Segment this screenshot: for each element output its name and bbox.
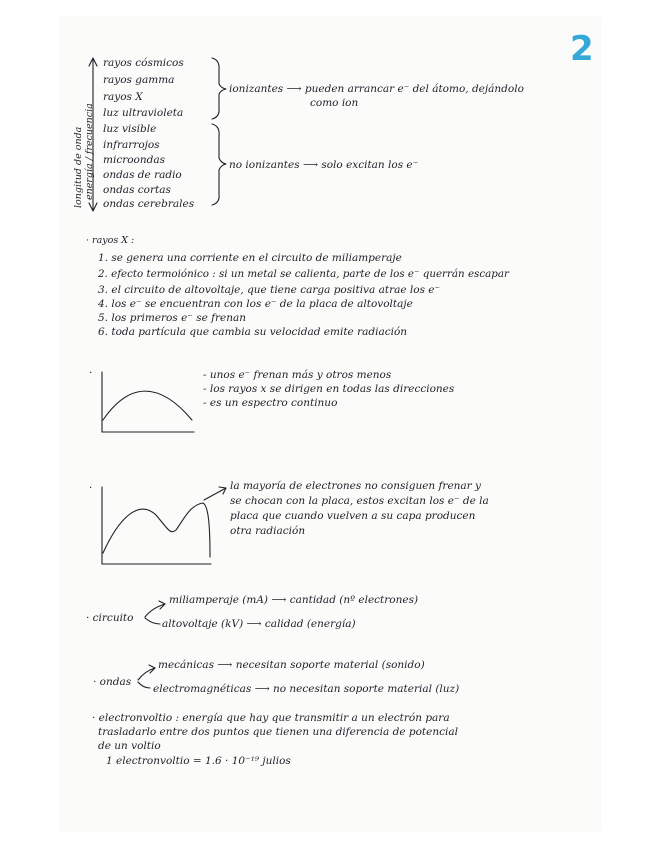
- xrays-step: 5. los primeros e⁻ se frenan: [98, 312, 247, 324]
- spectrum-axis-label-2: energía / frecuencia: [84, 103, 95, 200]
- spectrum-item: luz visible: [103, 123, 157, 135]
- spectrum-axis-label: longitud de onda: [73, 126, 84, 208]
- graph2-bullet: ·: [89, 482, 93, 494]
- ionizing-description-cont: como ion: [310, 97, 359, 109]
- xrays-step: 6. toda partícula que cambia su velocidad emite radiación: [98, 326, 408, 338]
- ionizing-term: ionizantes: [229, 83, 284, 95]
- page-number: 2: [570, 29, 594, 69]
- non-ionizing-description: solo excitan los e⁻: [321, 159, 419, 171]
- graph2-note: placa que cuando vuelven a su capa producen: [230, 510, 476, 522]
- ondas-branch-2: electromagnéticas ⟶ no necesitan soporte material (luz): [153, 683, 460, 695]
- xrays-title: · rayos X :: [86, 235, 135, 246]
- spectrum-item: ondas cortas: [103, 184, 171, 196]
- ionizing-label: ionizantes ⟶ pueden arrancar e⁻ del átomo, dejándolo: [229, 83, 524, 95]
- spectrum-item: rayos cósmicos: [103, 57, 184, 69]
- xrays-step: 1. se genera una corriente en el circuito de miliamperaje: [98, 252, 402, 264]
- graph1-bullet: ·: [89, 367, 93, 379]
- spectrum-item: ondas cerebrales: [103, 198, 195, 210]
- graph2-note: la mayoría de electrones no consiguen frenar y: [230, 480, 481, 492]
- circuito-branch-1: miliamperaje (mA) ⟶ cantidad (nº electrones): [169, 594, 419, 606]
- ondas-label: · ondas: [93, 676, 132, 688]
- graph1-note: - unos e⁻ frenan más y otros menos: [203, 369, 392, 381]
- spectrum-item: rayos X: [103, 91, 143, 103]
- spectrum-item: rayos gamma: [103, 74, 175, 86]
- circuito-branch-2: altovoltaje (kV) ⟶ calidad (energía): [162, 618, 356, 630]
- graph1-note: - es un espectro continuo: [203, 397, 338, 409]
- spectrum-item: luz ultravioleta: [103, 107, 184, 119]
- non-ionizing-label: no ionizantes ⟶ solo excitan los e⁻: [229, 159, 419, 171]
- electronvolt-formula: 1 electronvoltio = 1.6 · 10⁻¹⁹ julios: [106, 755, 291, 767]
- electronvolt-definition-3: de un voltio: [98, 740, 161, 752]
- graph1-note: - los rayos x se dirigen en todas las direcciones: [203, 383, 455, 395]
- ondas-branch-1: mecánicas ⟶ necesitan soporte material (sonido): [158, 659, 425, 671]
- spectrum-item: infrarrojos: [103, 139, 160, 151]
- non-ionizing-term: no ionizantes: [229, 159, 300, 171]
- ionizing-description: pueden arrancar e⁻ del átomo, dejándolo: [304, 83, 524, 95]
- xrays-step: 3. el circuito de altovoltaje, que tiene carga positiva atrae los e⁻: [98, 284, 441, 296]
- electronvolt-definition-2: trasladarlo entre dos puntos que tienen una diferencia de potencial: [98, 726, 458, 738]
- spectrum-item: ondas de radio: [103, 169, 182, 181]
- spectrum-item: microondas: [103, 154, 165, 166]
- circuito-label: · circuito: [86, 612, 134, 624]
- electronvolt-definition-1: · electronvoltio : energía que hay que transmitir a un electrón para: [92, 712, 450, 724]
- graph2-note: otra radiación: [230, 525, 306, 537]
- graph2-note: se chocan con la placa, estos excitan los e⁻ de la: [230, 495, 489, 507]
- xrays-step: 4. los e⁻ se encuentran con los e⁻ de la placa de altovoltaje: [98, 298, 413, 310]
- xrays-step: 2. efecto termoiónico : si un metal se calienta, parte de los e⁻ querrán escapar: [98, 268, 509, 280]
